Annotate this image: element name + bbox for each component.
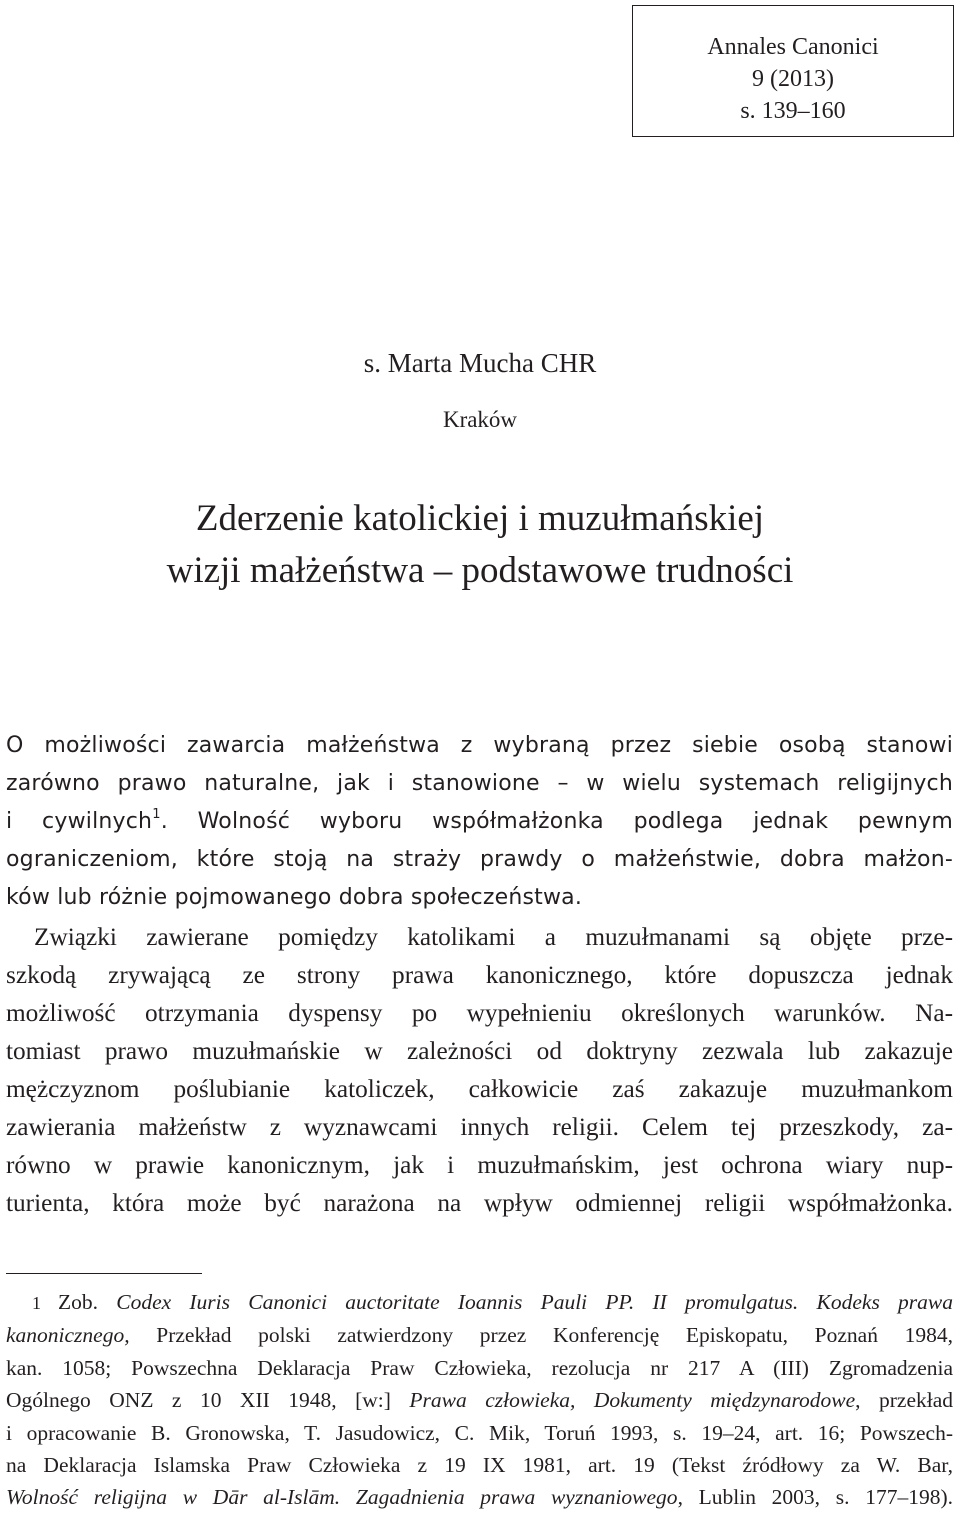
text-segment: . Wolność wyboru współmałżonka podlega jednak pewnym	[160, 809, 953, 834]
italic-citation: Prawa człowieka, Dokumenty międzynarodowe	[409, 1388, 856, 1413]
text-line: Związki zawierane pomiędzy katolikami a muzułmanami są objęte prze-	[34, 923, 953, 951]
footnote-line: na Deklaracja Islamska Praw Człowieka z 19 IX 1981, art. 19 (Tekst źródłowy za W. Bar,	[6, 1453, 953, 1478]
text-line: szkodą zrywającą ze strony prawa kanonicznego, które dopuszcza jednak	[6, 961, 953, 989]
text-segment: Ogólnego ONZ z 10 XII 1948, [w:]	[6, 1388, 410, 1413]
footnote-line	[6, 1384, 953, 1416]
text-segment: , przekład	[855, 1388, 954, 1413]
text-line: mężczyznom poślubianie katoliczek, całkowicie zaś zakazuje muzułmankom	[6, 1075, 953, 1103]
footnote-reference[interactable]: 1	[152, 807, 161, 822]
text-segment: i cywilnych	[6, 809, 153, 834]
text-line: ograniczeniom, które stoją na straży prawdy o małżeństwie, dobra małżon-	[6, 847, 953, 872]
text-line	[6, 803, 953, 841]
paragraph-2	[6, 918, 953, 1222]
text-segment: Przekład polski zatwierdzony przez Konferencję Episkopatu, Poznań 1984,	[129, 1323, 953, 1348]
text-line: zawierania małżeństw z wyznawcami innych religii. Celem tej przeszkody, za-	[6, 1113, 953, 1141]
journal-info-box	[632, 5, 954, 137]
italic-citation: kanonicznego,	[6, 1323, 130, 1348]
footnote-line: kan. 1058; Powszechna Deklaracja Praw Człowieka, rezolucja nr 217 A (III) Zgromadzenia	[6, 1355, 953, 1380]
journal-name: Annales Canonici	[707, 34, 879, 60]
footnote-line	[6, 1481, 953, 1513]
footnote-line	[6, 1286, 953, 1319]
footnote-line	[6, 1319, 953, 1351]
text-line: ków lub różnie pojmowanego dobra społeczeństwa.	[6, 885, 583, 910]
text-segment: Zob.	[58, 1290, 117, 1314]
title-line-2: wizji małżeństwa – podstawowe trudności	[166, 550, 794, 591]
text-line: turienta, która może być narażona na wpływ odmiennej religii współmałżonka.	[6, 1189, 953, 1217]
journal-volume: 9 (2013)	[752, 66, 834, 92]
text-line: O możliwości zawarcia małżeństwa z wybraną przez siebie osobą stanowi	[6, 733, 953, 758]
italic-citation: Wolność religijna w Dār al-Islām. Zagadnienia prawa wyznaniowego	[6, 1485, 678, 1510]
text-line: możliwość otrzymania dyspensy po wypełnieniu określonych warunków. Na-	[6, 999, 953, 1027]
journal-pages: s. 139–160	[740, 98, 846, 124]
text-line: równo w prawie kanonicznym, jak i muzułmańskim, jest ochrona wiary nup-	[6, 1151, 953, 1179]
footnote-1	[6, 1286, 953, 1514]
paragraph-1	[6, 727, 953, 917]
text-line: zarówno prawo naturalne, jak i stanowione – w wielu systemach religijnych	[6, 771, 953, 796]
author-place: Kraków	[442, 407, 518, 432]
footnote-number: 1	[32, 1293, 41, 1313]
article-title	[0, 493, 960, 597]
text-segment: , Lublin 2003, s. 177–198).	[677, 1485, 953, 1510]
text-line: tomiast prawo muzułmańskie w zależności od doktryny zezwala lub zakazuje	[6, 1037, 953, 1065]
italic-citation: Codex Iuris Canonici auctoritate Ioannis Pauli PP. II promulgatus. Kodeks prawa	[116, 1290, 953, 1314]
footnote-line: i opracowanie B. Gronowska, T. Jasudowicz, C. Mik, Toruń 1993, s. 19–24, art. 16; Powszech-	[6, 1420, 953, 1445]
author-name: s. Marta Mucha CHR	[363, 348, 597, 378]
footnote-divider	[6, 1273, 202, 1274]
title-line-1: Zderzenie katolickiej i muzułmańskiej	[195, 498, 765, 539]
